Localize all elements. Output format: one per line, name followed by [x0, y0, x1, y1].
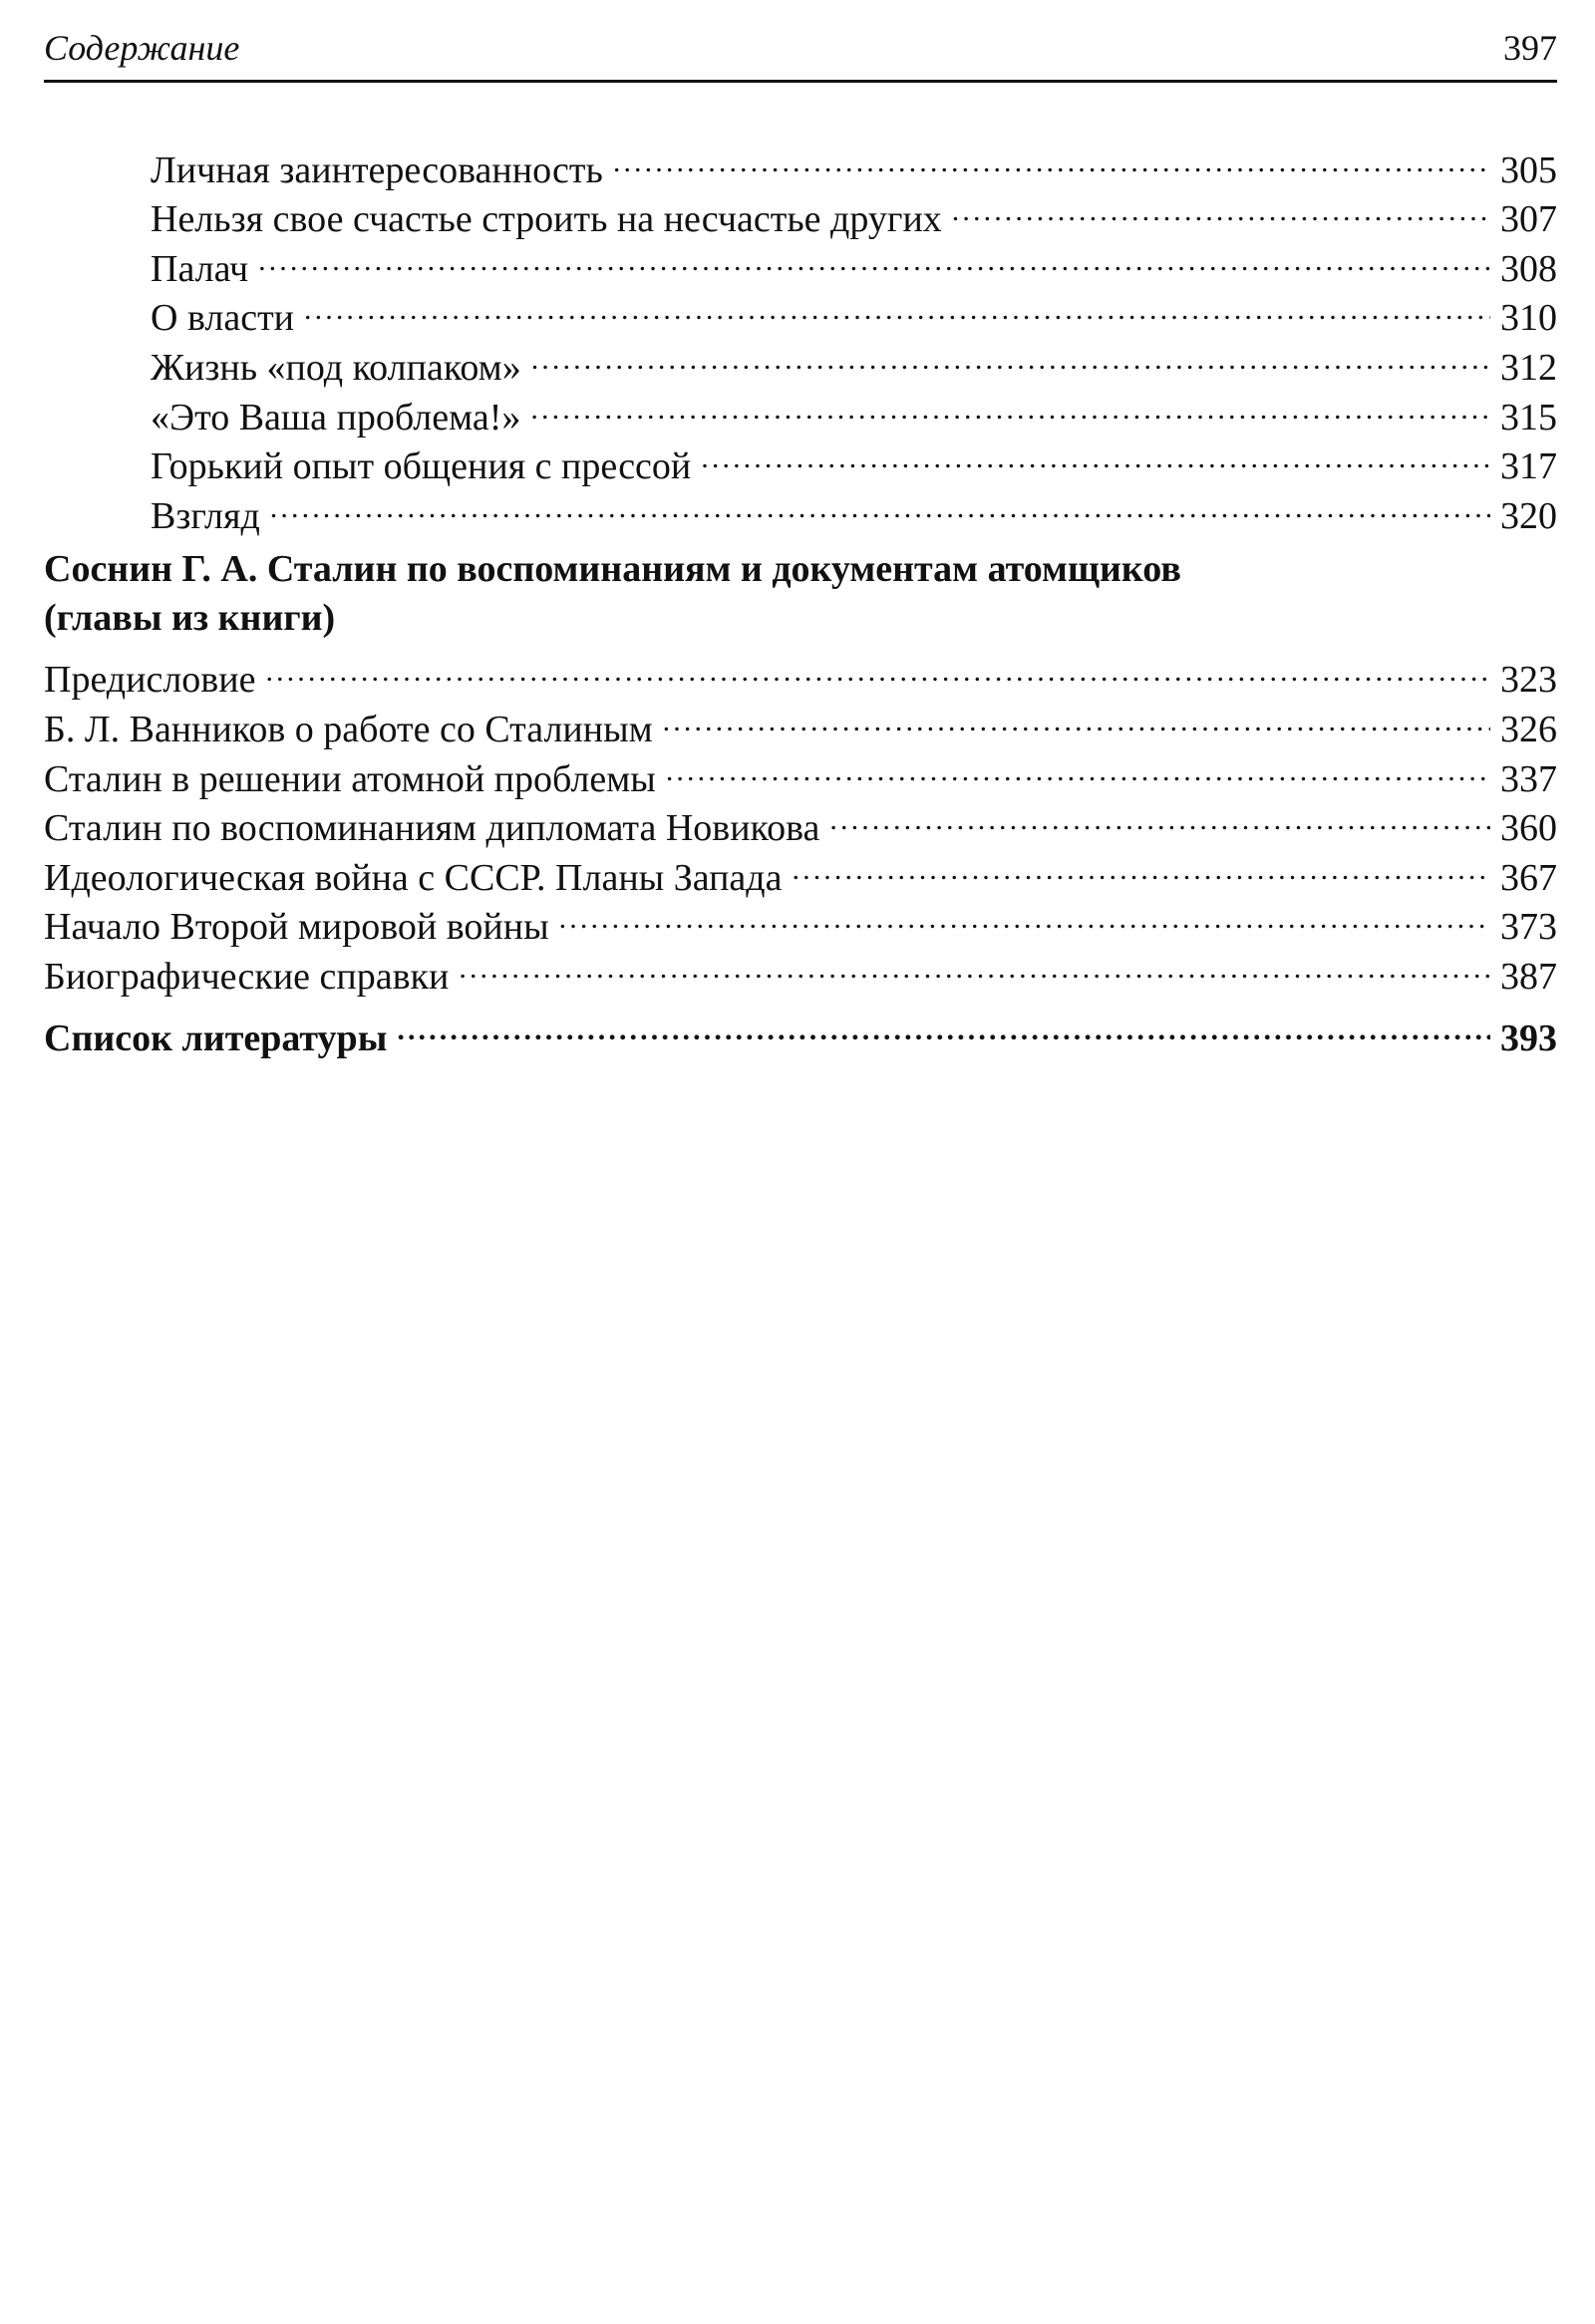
dot-leader: [666, 741, 1490, 791]
toc-entry-title: О власти: [151, 297, 295, 340]
toc-entry-page: 317: [1500, 445, 1557, 488]
toc-entry-page: 326: [1500, 708, 1557, 750]
dot-leader: [304, 281, 1490, 331]
toc-entry-title: Сталин в решении атомной проблемы: [44, 757, 656, 800]
toc-entry-title: Сталин по воспоминаниям дипломата Новикова: [44, 807, 820, 850]
dot-leader: [270, 478, 1490, 528]
toc-entry-page: 323: [1500, 659, 1557, 702]
toc-entry-page: 315: [1500, 396, 1557, 438]
header-rule: [44, 80, 1557, 83]
dot-leader: [530, 380, 1490, 430]
section-heading-line-1: Соснин Г. А. Сталин по воспоминаниям и документам атомщиков: [44, 547, 1181, 590]
toc-entry-page: 360: [1500, 807, 1557, 850]
toc-entry-page: 310: [1500, 297, 1557, 340]
toc-entry-title: Жизнь «под колпаком»: [151, 346, 521, 389]
dot-leader: [258, 231, 1490, 281]
section-heading[interactable]: [44, 545, 1557, 643]
dot-leader: [663, 692, 1490, 741]
toc-entry-title: Нельзя свое счастье строить на несчастье других: [151, 198, 942, 241]
toc-entry-page: 393: [1500, 1017, 1557, 1059]
toc-entry-page: 320: [1500, 494, 1557, 537]
toc-entry-title: Идеологическая война с СССР. Планы Запада: [44, 856, 783, 899]
running-header-title: Содержание: [44, 28, 240, 68]
toc-entry-title: Личная заинтересованность: [151, 148, 603, 191]
toc-entry-page: 305: [1500, 148, 1557, 191]
toc-entry-page: 307: [1500, 198, 1557, 241]
toc-entry[interactable]: [44, 133, 1557, 191]
toc-entry-title: «Это Ваша проблема!»: [151, 396, 521, 438]
toc-entry[interactable]: [44, 643, 1557, 702]
toc-entry-page: 373: [1500, 906, 1557, 949]
section-heading-line-2: (главы из книги): [44, 596, 336, 639]
table-of-contents: [44, 133, 1557, 1059]
dot-leader: [265, 643, 1490, 693]
dot-leader: [559, 890, 1490, 940]
toc-entry-page: 312: [1500, 346, 1557, 389]
toc-entry-page: 367: [1500, 856, 1557, 899]
toc-entry[interactable]: [44, 692, 1557, 750]
toc-entry[interactable]: [44, 478, 1557, 537]
toc-entry-page: 387: [1500, 955, 1557, 998]
toc-entry-page: 337: [1500, 757, 1557, 800]
toc-entry-title: Палач: [151, 247, 249, 290]
dot-leader: [829, 791, 1490, 841]
toc-entry-title: Предисловие: [44, 659, 256, 702]
dot-leader: [531, 330, 1490, 380]
running-header: [44, 24, 1557, 80]
toc-entry[interactable]: [44, 281, 1557, 340]
dot-leader: [613, 133, 1490, 182]
toc-entry-page: 308: [1500, 247, 1557, 290]
dot-leader: [397, 1001, 1490, 1050]
dot-leader: [793, 840, 1491, 890]
toc-entry-title: Взгляд: [151, 494, 260, 537]
page: [44, 0, 1557, 2324]
running-header-page-number: 397: [1503, 28, 1557, 68]
dot-leader: [701, 430, 1490, 479]
toc-entry[interactable]: [44, 231, 1557, 290]
dot-leader: [952, 182, 1490, 232]
toc-entry-bibliography[interactable]: [44, 1001, 1557, 1059]
toc-entry-title: Список литературы: [44, 1017, 388, 1059]
dot-leader: [459, 939, 1490, 989]
toc-entry-title: Биографические справки: [44, 955, 450, 998]
toc-entry-title: Горький опыт общения с прессой: [151, 445, 692, 488]
toc-entry-title: Начало Второй мировой войны: [44, 906, 549, 949]
toc-entry-title: Б. Л. Ванников о работе со Сталиным: [44, 708, 653, 750]
